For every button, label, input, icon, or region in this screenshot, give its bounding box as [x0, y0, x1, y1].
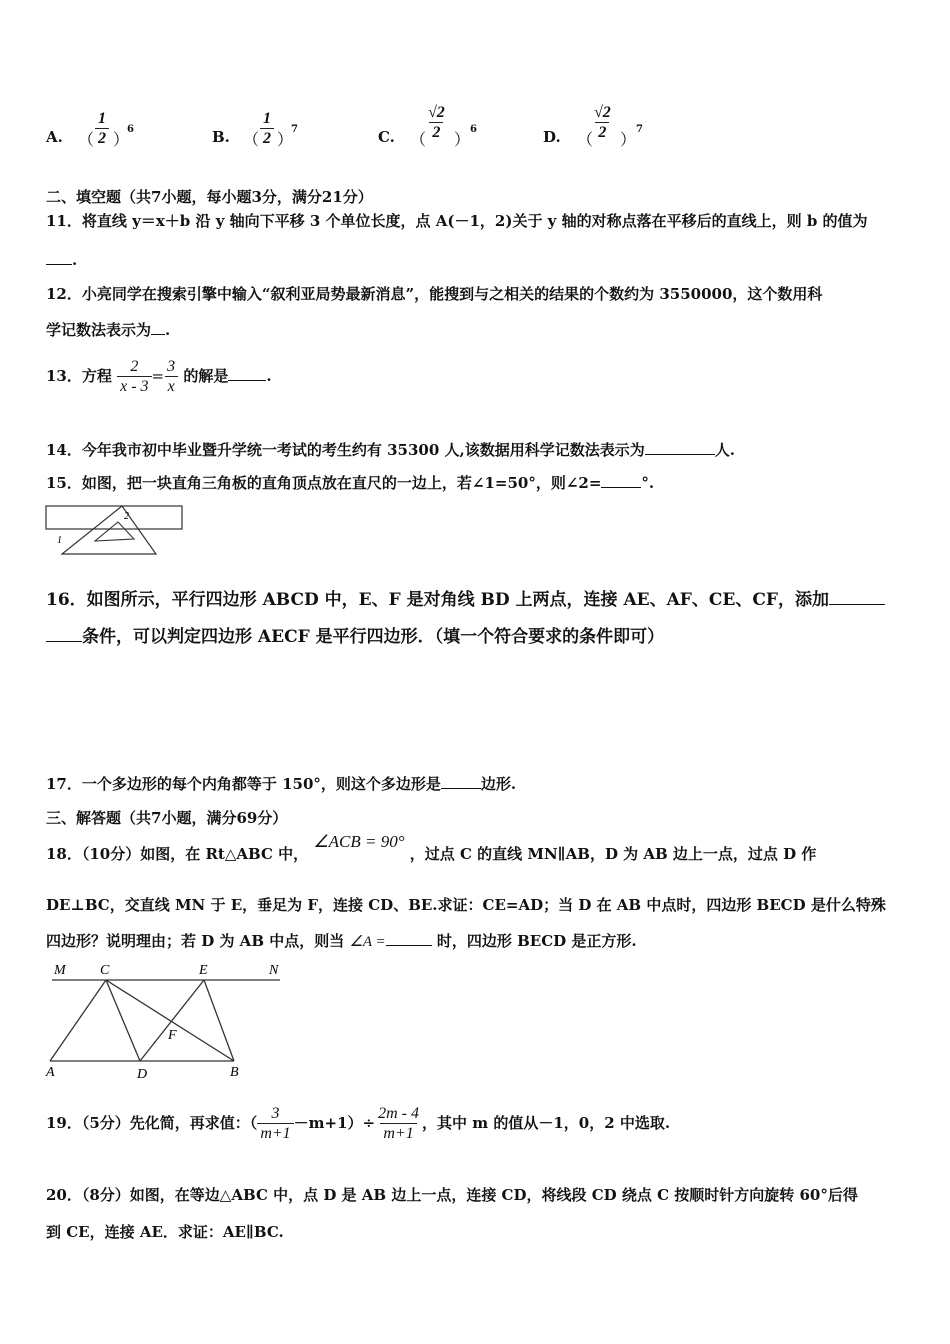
q13: 13．方程 $\frac{2}{x - 3}$ = $\frac{3}{x}$ 的解是 . [46, 358, 272, 395]
paren-close: ） [113, 130, 130, 149]
q18-line2: DE⊥BC，交直线 MN 于 E，垂足为 F，连接 CD、BE.求证：CE=AD；当 D 在 AB 中点时，四边形 BECD 是什么特殊 [46, 896, 886, 914]
exponent: 7 [636, 124, 643, 135]
q19: 19．（5分）先化简，再求值：（ $\frac{3}{m+1}$ －m+1）÷ $\frac{2m - 4}{m+1}$ ，其中 m 的值从－1，0，2 中选取. [46, 1105, 671, 1142]
q15: 15．如图，把一块直角三角板的直角顶点放在直尺的一边上，若∠1=50°，则∠2= °. [46, 474, 655, 492]
q16-line2: 条件，可以判定四边形 AECF 是平行四边形．（填一个符合要求的条件即可） [46, 627, 664, 647]
angle-2-label: 2 [124, 511, 129, 522]
q12-line2: 学记数法表示为 . [46, 321, 171, 339]
option-label: C. [378, 128, 395, 146]
option-label: B. [212, 128, 230, 146]
exponent: 6 [470, 124, 477, 135]
q11-line1: 11．将直线 y＝x＋b 沿 y 轴向下平移 3 个单位长度，点 A(－1，2)关于 y 轴的对称点落在平移后的直线上，则 b 的值为 [46, 212, 868, 230]
option-fraction: $\frac{√2}{2}$ [594, 104, 611, 141]
q20-line1: 20．（8分）如图，在等边△ABC 中，点 D 是 AB 边上一点，连接 CD，将线段 CD 绕点 C 按顺时针方向旋转 60°后得 [46, 1186, 858, 1204]
paren-close: ） [277, 130, 294, 149]
point-e-label: E [199, 963, 208, 978]
point-a-label: A [46, 1065, 55, 1080]
q18-figure [44, 960, 290, 1082]
paren-open: （ [243, 130, 260, 149]
exponent: 7 [291, 124, 298, 135]
option-fraction: $\frac{√2}{2}$ [428, 104, 445, 141]
fraction: $\frac{3}{m+1}$ [257, 1105, 293, 1143]
option-fraction: $\frac{1}{2}$ [260, 110, 274, 148]
point-d-label: D [137, 1067, 148, 1082]
q20-line2: 到 CE，连接 AE．求证：AE∥BC. [46, 1223, 284, 1241]
fraction: $\frac{2m - 4}{m+1}$ [378, 1105, 420, 1142]
option-label: A. [46, 128, 63, 146]
q16-line1: 16．如图所示，平行四边形 ABCD 中，E、F 是对角线 BD 上两点，连接 AE、AF、CE、CF，添加 [46, 590, 885, 610]
q17: 17．一个多边形的每个内角都等于 150°，则这个多边形是 边形. [46, 775, 517, 793]
fraction: $\frac{3}{x}$ [164, 358, 178, 396]
angle-acb: ∠ACB = 90° [313, 832, 405, 851]
q14: 14．今年我市初中毕业暨升学统一考试的考生约有 35300 人,该数据用科学记数法表示为 人. [46, 441, 735, 459]
ruler-triangle-figure [44, 503, 186, 559]
q18-line1: 18．（10分）如图，在 Rt△ABC 中， ∠ACB = 90° ，过点 C 的直线 MN∥AB，D 为 AB 边上一点，过点 D 作 [46, 832, 817, 863]
point-n-label: N [269, 963, 279, 978]
paren-close: ） [620, 130, 637, 149]
point-c-label: C [100, 963, 110, 978]
paren-open: （ [410, 130, 427, 149]
angle-1-label: 1 [57, 535, 62, 546]
paren-open: （ [577, 130, 594, 149]
point-f-label: F [168, 1028, 177, 1043]
fraction: $\frac{2}{x - 3}$ [117, 358, 151, 396]
option-label: D. [543, 128, 561, 146]
point-m-label: M [54, 963, 66, 978]
section-heading: 二、填空题（共7小题，每小题3分，满分21分） [46, 188, 373, 206]
option-fraction: $\frac{1}{2}$ [95, 110, 109, 148]
q12-line1: 12．小亮同学在搜索引擎中输入“叙利亚局势最新消息”，能搜到与之相关的结果的个数约为 3550000，这个数用科 [46, 285, 823, 303]
q11-line2: . [46, 250, 77, 270]
q18-line3: 四边形？说明理由；若 D 为 AB 中点，则当 ∠A = 时，四边形 BECD 是正方形. [46, 932, 637, 950]
section-heading: 三、解答题（共7小题，满分69分） [46, 809, 288, 827]
point-b-label: B [230, 1065, 239, 1080]
paren-close: ） [454, 130, 471, 149]
paren-open: （ [78, 130, 95, 149]
exponent: 6 [127, 124, 134, 135]
